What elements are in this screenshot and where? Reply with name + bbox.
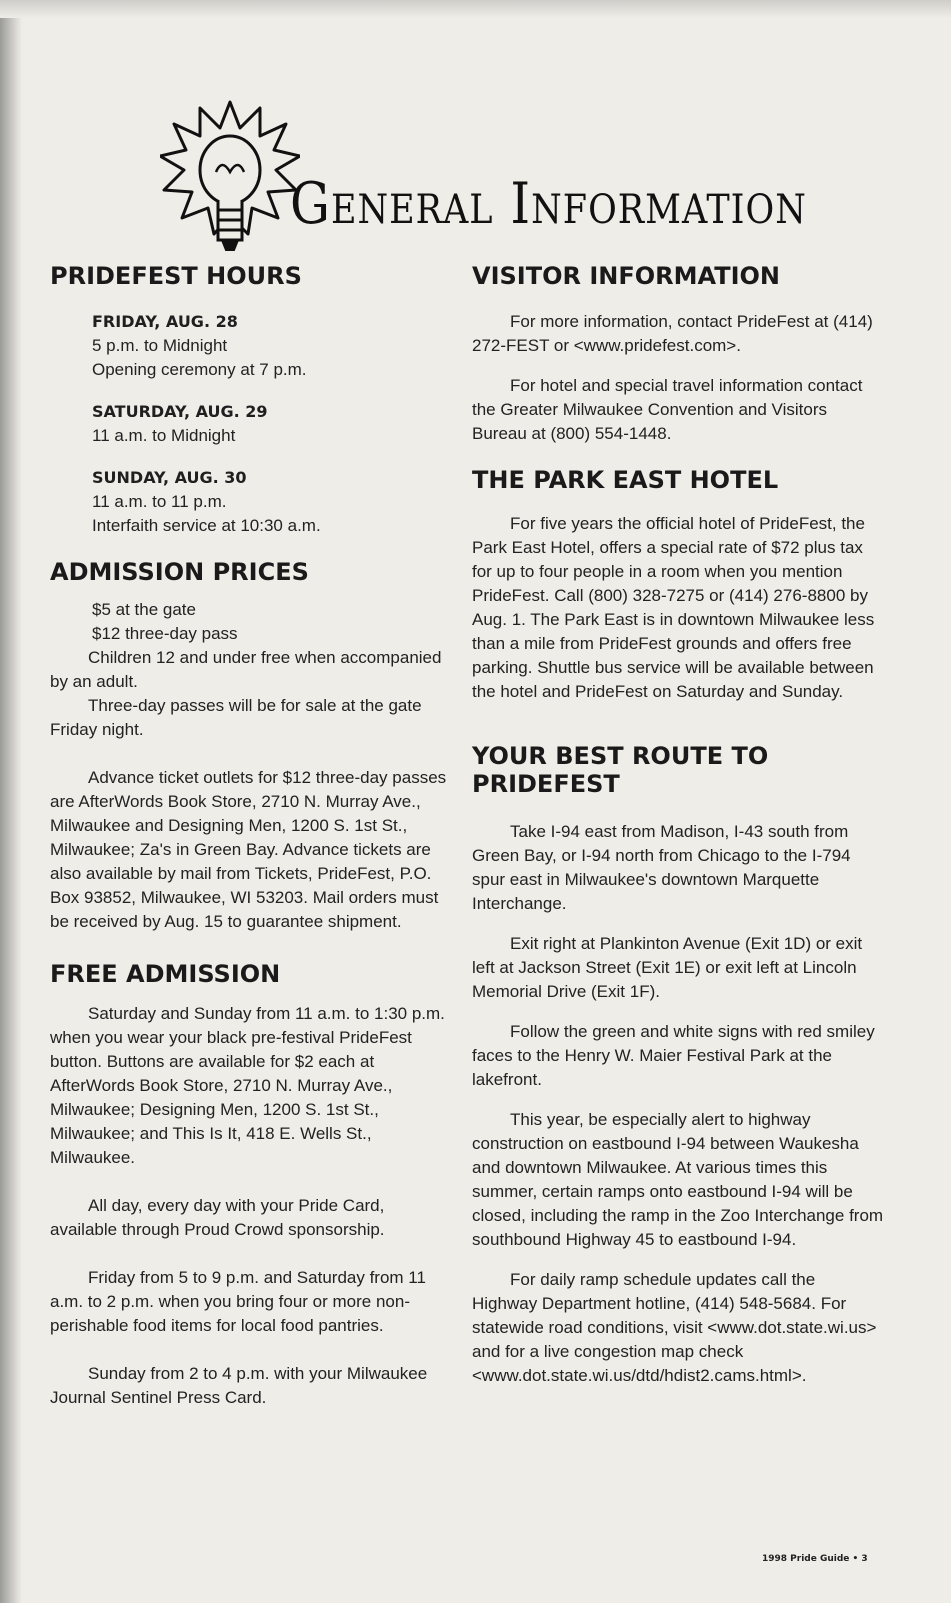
page-top-shadow	[0, 0, 951, 18]
visitor-heading: VISITOR INFORMATION	[472, 262, 781, 290]
free-admission-heading: FREE ADMISSION	[50, 960, 281, 988]
admission-heading: ADMISSION PRICES	[50, 558, 309, 586]
admission-advance: Advance ticket outlets for $12 three-day passes are AfterWords Book Store, 2710 N. Murray Ave., Milwaukee and Designing Men, 1200 S. 1st St., Milwaukee; Za's in Green Bay. Advance tickets are also available by mail from Tickets, PrideFest, P.O. Box 93852, Milwaukee, WI 53203. Mail orders must be received by Aug. 15 to guarantee shipment.	[50, 768, 447, 931]
hotel-heading: THE PARK EAST HOTEL	[472, 466, 779, 494]
hours-heading: PRIDEFEST HOURS	[50, 262, 302, 290]
page-title: General Information	[290, 170, 807, 237]
route-exits: Exit right at Plankinton Avenue (Exit 1D) or exit left at Jackson Street (Exit 1E) or exit left at Lincoln Memorial Drive (Exit 1F).	[472, 934, 863, 1001]
sunday-label: SUNDAY, AUG. 30	[92, 468, 247, 487]
hotel-text: For five years the official hotel of PrideFest, the Park East Hotel, offers a special rate of $72 plus tax for up to four people in a room when you mention PrideFest. Call (800) 328-7275 or (414) 276-8800 by Aug. 1. The Park East is in downtown Milwaukee less than a mile from PrideFest grounds and offers free parking. Shuttle bus service will be available between the hotel and PrideFest on Saturday and Sunday.	[472, 514, 875, 701]
route-signs: Follow the green and white signs with red smiley faces to the Henry W. Maier Festival Park at the lakefront.	[472, 1022, 875, 1089]
page-footer: 1998 Pride Guide • 3	[762, 1554, 868, 1564]
route-heading: YOUR BEST ROUTE TO PRIDEFEST	[472, 742, 769, 798]
price-pass: $12 three-day pass	[92, 624, 238, 643]
price-gate: $5 at the gate	[92, 600, 196, 619]
lightbulb-icon	[160, 100, 300, 260]
route-construction: This year, be especially alert to highway construction on eastbound I-94 between Waukesha and downtown Milwaukee. At various times this summer, certain ramps onto eastbound I-94 will be closed, including the ramp in the Zoo Interchange from southbound Highway 45 to eastbound I-94.	[472, 1110, 884, 1249]
route-directions: Take I-94 east from Madison, I-43 south from Green Bay, or I-94 north from Chicago to the I-794 spur east in Milwaukee's downtown Marquette Interchange.	[472, 822, 851, 913]
admission-gate-sale: Three-day passes will be for sale at the gate Friday night.	[50, 696, 422, 739]
page-spine-shadow	[0, 0, 22, 1603]
right-column	[472, 262, 884, 1388]
free-pride-card: All day, every day with your Pride Card, available through Proud Crowd sponsorship.	[50, 1196, 385, 1239]
admission-children: Children 12 and under free when accompanied by an adult.	[50, 648, 442, 691]
friday-label: FRIDAY, AUG. 28	[92, 312, 238, 331]
friday-hours: 5 p.m. to Midnight	[92, 336, 228, 355]
visitor-contact: For more information, contact PrideFest at (414) 272-FEST or <www.pridefest.com>.	[472, 312, 873, 355]
free-press-card: Sunday from 2 to 4 p.m. with your Milwaukee Journal Sentinel Press Card.	[50, 1364, 428, 1407]
visitor-hotel-info: For hotel and special travel information contact the Greater Milwaukee Convention and Visitors Bureau at (800) 554-1448.	[472, 376, 863, 443]
friday-ceremony: Opening ceremony at 7 p.m.	[92, 360, 307, 379]
route-hotline: For daily ramp schedule updates call the Highway Department hotline, (414) 548-5684. For statewide road conditions, visit <www.dot.state.wi.us> and for a live congestion map check <www.dot.state.wi.us/dtd/hdist2.cams.html>.	[472, 1270, 877, 1385]
saturday-hours: 11 a.m. to Midnight	[92, 426, 236, 445]
sunday-hours: 11 a.m. to 11 p.m.	[92, 492, 227, 511]
sunday-service: Interfaith service at 10:30 a.m.	[92, 516, 321, 535]
free-food: Friday from 5 to 9 p.m. and Saturday from 11 a.m. to 2 p.m. when you bring four or more non-perishable food items for local food pantries.	[50, 1268, 426, 1335]
left-column	[50, 262, 450, 1410]
saturday-label: SATURDAY, AUG. 29	[92, 402, 268, 421]
section-header	[160, 100, 807, 260]
free-button: Saturday and Sunday from 11 a.m. to 1:30 p.m. when you wear your black pre-festival PrideFest button. Buttons are available for $2 each at AfterWords Book Store, 2710 N. Murray Ave., Milwaukee; Designing Men, 1200 S. 1st St., Milwaukee; and This Is It, 418 E. Wells St., Milwaukee.	[50, 1004, 445, 1167]
